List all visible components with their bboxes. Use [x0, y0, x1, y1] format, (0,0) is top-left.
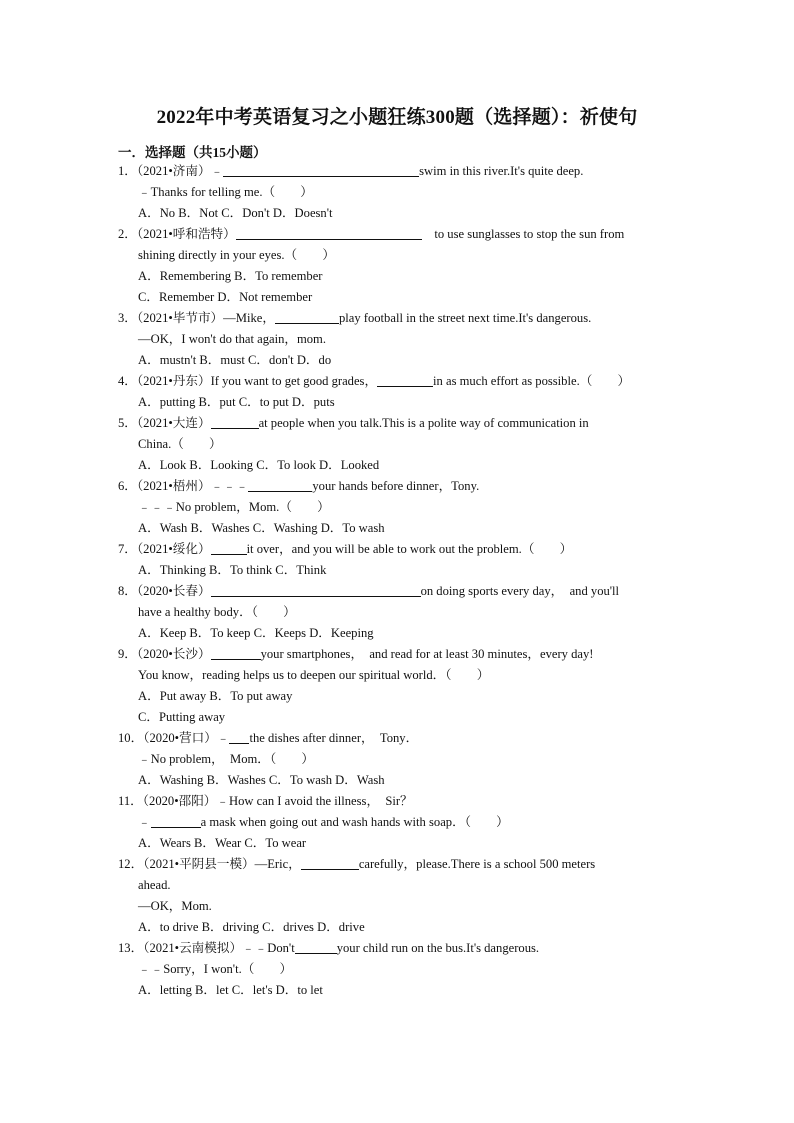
question-text-after: at people when you talk.This is a polite way of communication in: [258, 416, 589, 430]
question-text-before: —Mike，: [223, 311, 275, 325]
question-continuation: ahead.: [138, 878, 171, 892]
dialogue-line: —OK，I won't do that again，mom.: [138, 332, 327, 346]
question-stem: [118, 308, 674, 329]
answer-blank: [211, 645, 261, 660]
question-source: （2020•营口）: [143, 731, 217, 745]
answer-blank: [211, 582, 421, 597]
question-source: （2021•大连）: [136, 416, 211, 430]
question-number: 5．: [118, 416, 137, 430]
question-item: [118, 728, 674, 791]
question-number: 6．: [118, 479, 137, 493]
question-text-before: ﹣﹣﹣: [210, 479, 249, 493]
answer-blank: [275, 309, 339, 324]
section-heading: 一．选择题（共15小题）: [118, 145, 267, 160]
question-text-after: your smartphones， and read for at least 30 minutes，every day!: [260, 647, 594, 661]
question-item: [118, 581, 674, 644]
question-item: [118, 161, 674, 224]
answer-options: A．Wash B．Washes C．Washing D．To wash: [138, 521, 385, 535]
question-continuation: China.（ ）: [138, 437, 222, 451]
question-continuation: shining directly in your eyes.（ ）: [138, 248, 335, 262]
answer-options: A．Put away B．To put away: [138, 689, 293, 703]
question-text-before: If you want to get good grades，: [210, 374, 378, 388]
question-number: 11．: [118, 794, 143, 808]
question-text-after: play football in the street next time.It's dangerous.: [338, 311, 592, 325]
question-number: 4．: [118, 374, 137, 388]
question-stem: [118, 371, 674, 392]
question-text-before: —Eric，: [254, 857, 301, 871]
question-text-after: on doing sports every day， and you'll: [420, 584, 620, 598]
question-text-after: the dishes after dinner， Tony．: [249, 731, 419, 745]
question-stem: [118, 728, 674, 749]
question-text-after: carefully，please.There is a school 500 meters: [358, 857, 596, 871]
question-number: 8．: [118, 584, 137, 598]
question-item: [118, 791, 674, 854]
question-stem: [118, 161, 674, 182]
answer-blank: [377, 372, 433, 387]
question-stem: [118, 644, 674, 665]
question-item: [118, 224, 674, 308]
dialogue-line: ﹣Thanks for telling me.（ ）: [138, 185, 313, 199]
question-source: （2021•丹东）: [136, 374, 211, 388]
question-text-after: your child run on the bus.It's dangerous.: [336, 941, 540, 955]
question-continuation: have a healthy body．（ ）: [138, 605, 296, 619]
answer-options: A．No B．Not C．Don't D．Doesn't: [138, 206, 333, 220]
question-text-before: ﹣How can I avoid the illness， Sir？: [216, 794, 413, 808]
question-stem: [118, 581, 674, 602]
question-text-after: your hands before dinner，Tony.: [312, 479, 480, 493]
question-number: 1．: [118, 164, 137, 178]
question-source: （2021•绥化）: [136, 542, 211, 556]
answer-options: A．Look B．Looking C．To look D．Looked: [138, 458, 380, 472]
question-stem: [118, 476, 674, 497]
question-source: （2020•长春）: [136, 584, 211, 598]
dialogue-line: [118, 812, 674, 833]
question-number: 2．: [118, 227, 137, 241]
answer-options: A．to drive B．driving C．drives D．drive: [138, 920, 365, 934]
answer-options: A．Keep B．To keep C．Keeps D．Keeping: [138, 626, 374, 640]
answer-options: A．Remembering B．To remember: [138, 269, 323, 283]
answer-options: A．putting B．put C．to put D．puts: [138, 395, 335, 409]
question-item: [118, 854, 674, 938]
question-item: [118, 371, 674, 413]
answer-blank: [223, 162, 419, 177]
question-text-after: to use sunglasses to stop the sun from: [421, 227, 625, 241]
answer-options: A．Washing B．Washes C．To wash D．Wash: [138, 773, 385, 787]
dialogue-line: ﹣﹣Sorry，I won't.（ ）: [138, 962, 293, 976]
page-title: 2022年中考英语复习之小题狂练300题（选择题）：祈使句: [156, 107, 638, 128]
question-source: （2021•呼和浩特）: [136, 227, 236, 241]
question-source: （2021•平阴县一模）: [143, 857, 255, 871]
question-text-after: in as much effort as possible.（ ）: [433, 374, 631, 388]
question-source: （2020•长沙）: [136, 647, 211, 661]
question-stem: [118, 854, 674, 875]
answer-options: A．Thinking B．To think C．Think: [138, 563, 327, 577]
question-text-before: ﹣: [216, 731, 230, 745]
answer-blank: [248, 477, 312, 492]
question-item: [118, 938, 674, 1001]
answer-blank: [301, 855, 359, 870]
answer-blank: [229, 729, 249, 744]
answer-blank: [295, 939, 337, 954]
dialogue-line: ﹣﹣﹣No problem，Mom.（ ）: [138, 500, 330, 514]
question-source: （2021•梧州）: [136, 479, 211, 493]
question-source: （2020•邵阳）: [142, 794, 217, 808]
dialogue-line: ﹣No problem， Mom．（ ）: [138, 752, 314, 766]
answer-blank: [151, 813, 201, 828]
question-stem: [118, 938, 674, 959]
answer-blank: [236, 225, 422, 240]
answer-options: C．Remember D．Not remember: [138, 290, 313, 304]
question-stem: [118, 791, 674, 812]
question-item: [118, 644, 674, 728]
question-source: （2021•济南）: [136, 164, 211, 178]
question-number: 13．: [118, 941, 144, 955]
answer-blank: [211, 540, 247, 555]
question-continuation: You know，reading helps us to deepen our spiritual world．（ ）: [138, 668, 490, 682]
answer-options: A．Wears B．Wear C．To wear: [138, 836, 307, 850]
question-number: 12．: [118, 857, 144, 871]
question-text-after: swim in this river.It's quite deep.: [419, 164, 584, 178]
question-number: 10．: [118, 731, 144, 745]
question-item: [118, 308, 674, 371]
answer-options: A．letting B．let C．let's D．to let: [138, 983, 323, 997]
question-stem: [118, 539, 674, 560]
dialogue-text-after: a mask when going out and wash hands with soap．（ ）: [200, 815, 509, 829]
question-number: 7．: [118, 542, 137, 556]
dialogue-text-before: ﹣: [138, 815, 151, 829]
answer-blank: [211, 414, 259, 429]
question-text-after: it over，and you will be able to work out the problem.（ ）: [246, 542, 573, 556]
dialogue-line: —OK，Mom.: [138, 899, 212, 913]
question-item: [118, 413, 674, 476]
question-text-before: ﹣: [210, 164, 224, 178]
answer-options: C．Putting away: [138, 710, 226, 724]
answer-options: A．mustn't B．must C．don't D．do: [138, 353, 332, 367]
question-source: （2021•云南模拟）: [143, 941, 243, 955]
question-number: 3．: [118, 311, 137, 325]
question-item: [118, 539, 674, 581]
question-stem: [118, 413, 674, 434]
question-stem: [118, 224, 674, 245]
question-source: （2021•毕节市）: [136, 311, 224, 325]
question-item: [118, 476, 674, 539]
question-text-before: ﹣﹣Don't: [242, 941, 295, 955]
question-number: 9．: [118, 647, 137, 661]
